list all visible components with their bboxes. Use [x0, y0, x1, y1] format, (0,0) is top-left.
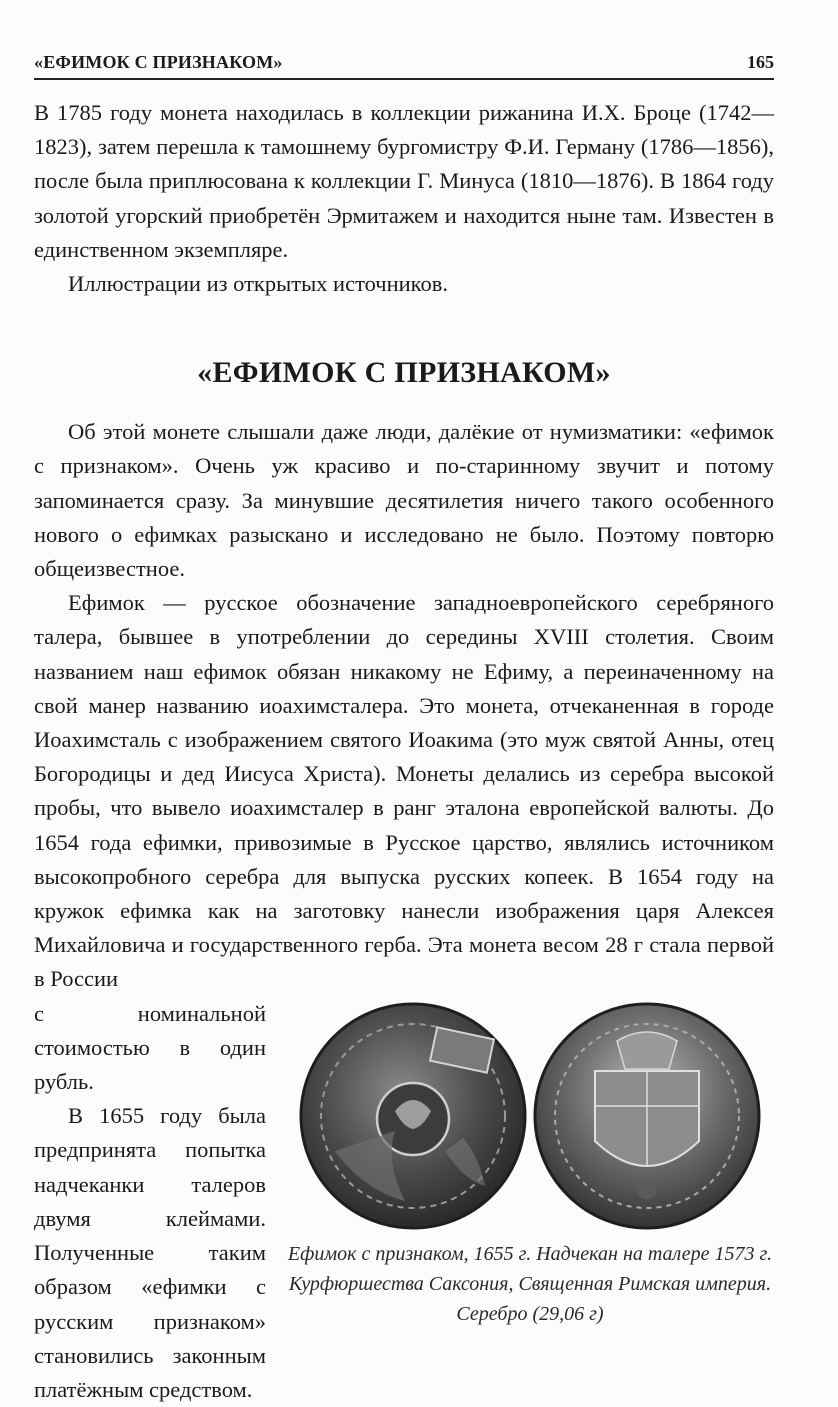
narrow-text-column — [34, 997, 266, 1407]
coin-figure — [286, 1001, 774, 1329]
section-title: «ЕФИМОК С ПРИЗНАКОМ» — [197, 356, 611, 390]
page-header — [34, 50, 774, 80]
running-head: «ЕФИМОК С ПРИЗНАКОМ» — [34, 52, 283, 72]
figure-caption: Ефимок с признаком, 1655 г. Надчекан на талере 1573 г. Курфюршества Саксония, Священная Римская империя. Серебро (29,06 г) — [287, 1242, 773, 1325]
intro-paragraph: В 1785 году монета находилась в коллекции рижанина И.Х. Броце (1742—1823), затем перешла к тамошнему бургомистру Ф.И. Герману (1786—1856), после была приплюсована к коллекции Г. Минуса (1810—1876). В 1864 году золотой угорский приобретён Эрмитажем и находится ныне там. Известен в единственном экземпляре. — [34, 100, 774, 262]
page-number: 165 — [747, 52, 774, 72]
page-body — [34, 96, 774, 1402]
section-paragraph: Об этой монете слышали даже люди, далёкие от нумизматики: «ефимок с признаком». Очень уж красиво и по-старинному звучит и потому запоминается сразу. За минувшие десятилетия ничего такого особенного нового о ефимках разыскано и исследовано не было. Поэтому повторю общеизвестное. — [34, 419, 774, 582]
section-paragraph: В 1655 году была предпринята попытка надчеканки талеров двумя клеймами. Полученные таким образом «ефимки с русским признаком» становились законным платёжным средством. — [34, 1103, 266, 1402]
figure-wrap-area — [34, 997, 774, 1402]
coin-photo — [295, 1001, 765, 1231]
obverse-coin — [301, 1004, 525, 1228]
section-paragraph: Ефимок — русское обозначение западноевропейского серебряного талера, бывшее в употреблении до середины XVIII столетия. Своим названием наш ефимок обязан никакому не Ефиму, а переиначенному на свой манер названию иоахимсталера. Это монета, отчеканенная в городе Иоахимсталь с изображением святого Иоакима (это муж святой Анны, отец Богородицы и дед Иисуса Христа). Монеты делались из серебра высокой пробы, что вывело иоахимсталер в ранг эталона европейской валюты. До 1654 года ефимки, привозимые в Русское царство, являлись источником высокопробного серебра для выпуска русских копеек. В 1654 году на кружок ефимка как на заготовку нанесли изображения царя Алексея Михайловича и государственного герба. Эта монета весом 28 г стала первой в России — [34, 590, 774, 992]
illustrations-note: Иллюстрации из открытых источников. — [68, 271, 448, 297]
reverse-coin — [535, 1004, 759, 1228]
section-paragraph-continued: с номинальной стоимостью в один рубль. — [34, 1000, 266, 1095]
